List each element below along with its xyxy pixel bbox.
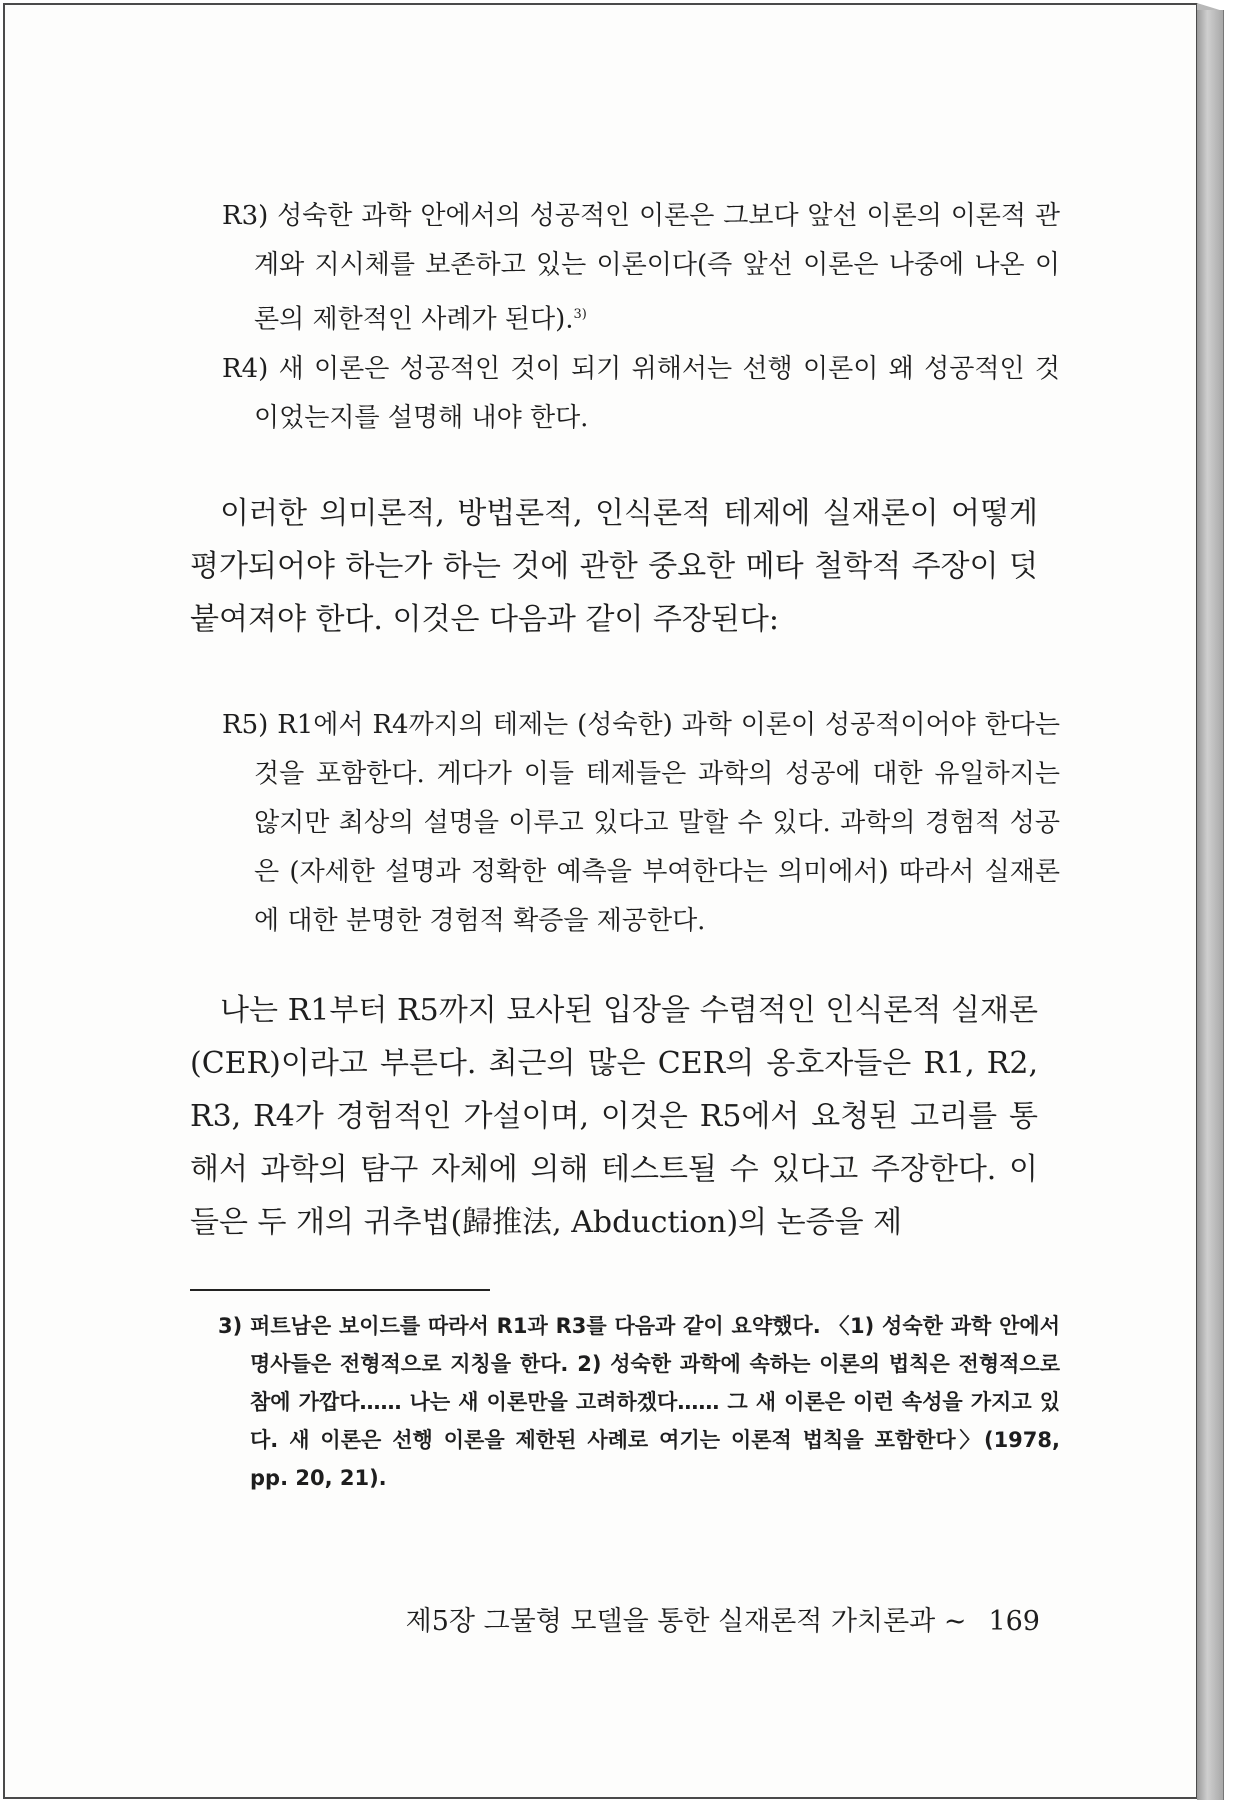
page-body <box>190 192 1061 1497</box>
thesis-text: R1에서 R4까지의 테제는 (성숙한) 과학 이론이 성공적이어야 한다는 것을 포함한다. 게다가 이들 테제들은 과학의 성공에 대한 유일하지는 않지만 최상의 설명을 이루고 있다고 말할 수 있다. 과학의 경험적 성공은 (자세한 설명과 정확한 예측을 부여한다는 의미에서) 따라서 실재론에 대한 분명한 경험적 확증을 제공한다. <box>254 709 1061 936</box>
body-paragraph-1: 이러한 의미론적, 방법론적, 인식론적 테제에 실재론이 어떻게 평가되어야 하는가 하는 것에 관한 중요한 메타 철학적 주장이 덧붙여져야 한다. 이것은 다음과 같이 주장된다: <box>190 495 1038 637</box>
running-title: 제5장 그물형 모델을 통한 실재론적 가치론과 ~ <box>405 1606 967 1637</box>
footnote-ref[interactable]: 3) <box>573 307 587 322</box>
page-number: 169 <box>988 1606 1040 1637</box>
thesis-text: 성숙한 과학 안에서의 성공적인 이론은 그보다 앞선 이론의 이론적 관계와 지시체를 보존하고 있는 이론이다(즉 앞선 이론은 나중에 나온 이론의 제한적인 사례가 된다). <box>254 201 1061 335</box>
thesis-label: R3) <box>222 201 269 231</box>
thesis-label: R4) <box>222 353 269 384</box>
thesis-r5 <box>222 701 1060 946</box>
footnote-divider <box>190 1289 490 1291</box>
footnote-3 <box>218 1307 1060 1497</box>
body-paragraph-2: 나는 R1부터 R5까지 묘사된 입장을 수렴적인 인식론적 실재론(CER)이라고 부른다. 최근의 많은 CER의 옹호자들은 R1, R2, R3, R4가 경험적인 가설이며, 이것은 R5에서 요청된 고리를 통해서 과학의 탐구 자체에 의해 테스트될 수 있다고 주장한다. 이들은 두 개의 귀추법(歸推法, Abduction)의 논증을 제 <box>190 992 1038 1240</box>
thesis-label: R5) <box>222 709 269 740</box>
thesis-text: 새 이론은 성공적인 것이 되기 위해서는 선행 이론이 왜 성공적인 것이었는지를 설명해 내야 한다. <box>254 353 1060 433</box>
page-stack-edge <box>1197 10 1224 1800</box>
running-footer <box>330 1602 1040 1642</box>
footnote-text: 퍼트남은 보이드를 따라서 R1과 R3를 다음과 같이 요약했다. 〈1) 성숙한 과학 안에서 명사들은 전형적으로 지칭을 한다. 2) 성숙한 과학에 속하는 이론의 법칙은 전형적으로 참에 가깝다…… 나는 새 이론만을 고려하겠다…… 그 새 이론은 이런 속성을 가지고 있다. 새 이론은 선행 이론을 제한된 사례로 여기는 이론적 법칙을 포함한다〉(1978, pp. 20, 21). <box>250 1313 1060 1490</box>
thesis-r3 <box>222 192 1060 345</box>
footnote-label: 3) <box>218 1313 243 1338</box>
thesis-r4 <box>222 345 1060 443</box>
thesis-list-a <box>190 192 1061 443</box>
